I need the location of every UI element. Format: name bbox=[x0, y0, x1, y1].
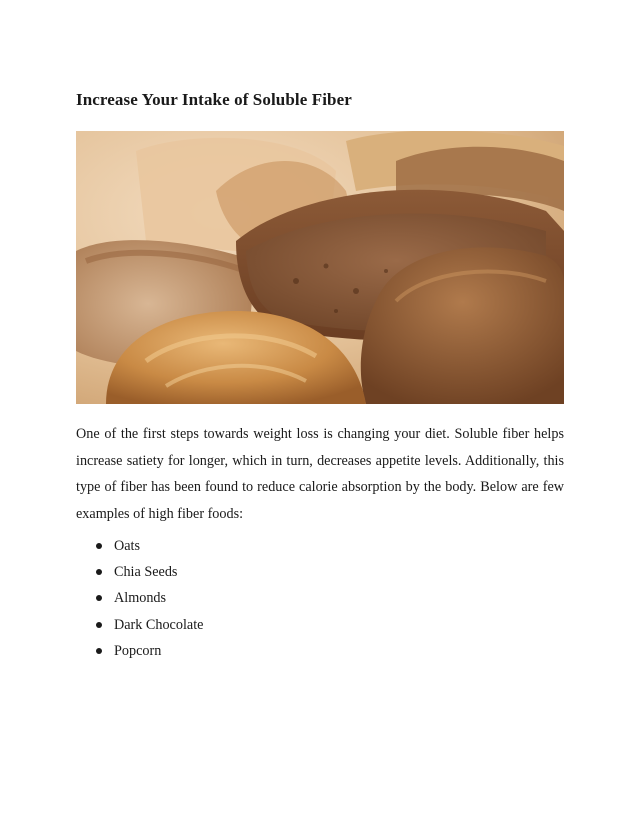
bullet-icon bbox=[96, 622, 102, 628]
list-item-label: Oats bbox=[114, 538, 141, 554]
list-item-label: Dark Chocolate bbox=[114, 616, 204, 633]
bullet-icon bbox=[96, 595, 102, 601]
list-item bbox=[96, 585, 203, 611]
list-item-label: Popcorn bbox=[114, 642, 162, 659]
bullet-icon bbox=[96, 569, 102, 575]
list-item bbox=[96, 533, 203, 559]
intro-paragraph: One of the first steps towards weight loss is changing your diet. Soluble fiber helps increase satiety for longer, which in turn, decreases appetite levels. Additionally, this type of fiber has been found to reduce calorie absorption by the body. Below are few examples of high fiber foods: bbox=[76, 426, 564, 522]
list-item-label: Chia Seeds bbox=[114, 564, 178, 581]
list-item bbox=[96, 638, 203, 664]
bread-loaves-image bbox=[76, 131, 564, 404]
bullet-icon bbox=[96, 543, 102, 549]
list-item-label: Almonds bbox=[114, 590, 167, 607]
bullet-icon bbox=[96, 648, 102, 654]
bread-photo bbox=[76, 131, 564, 404]
page-title: Increase Your Intake of Soluble Fiber bbox=[76, 90, 352, 109]
list-item bbox=[96, 559, 203, 585]
food-list bbox=[96, 533, 203, 664]
list-item bbox=[96, 612, 203, 638]
